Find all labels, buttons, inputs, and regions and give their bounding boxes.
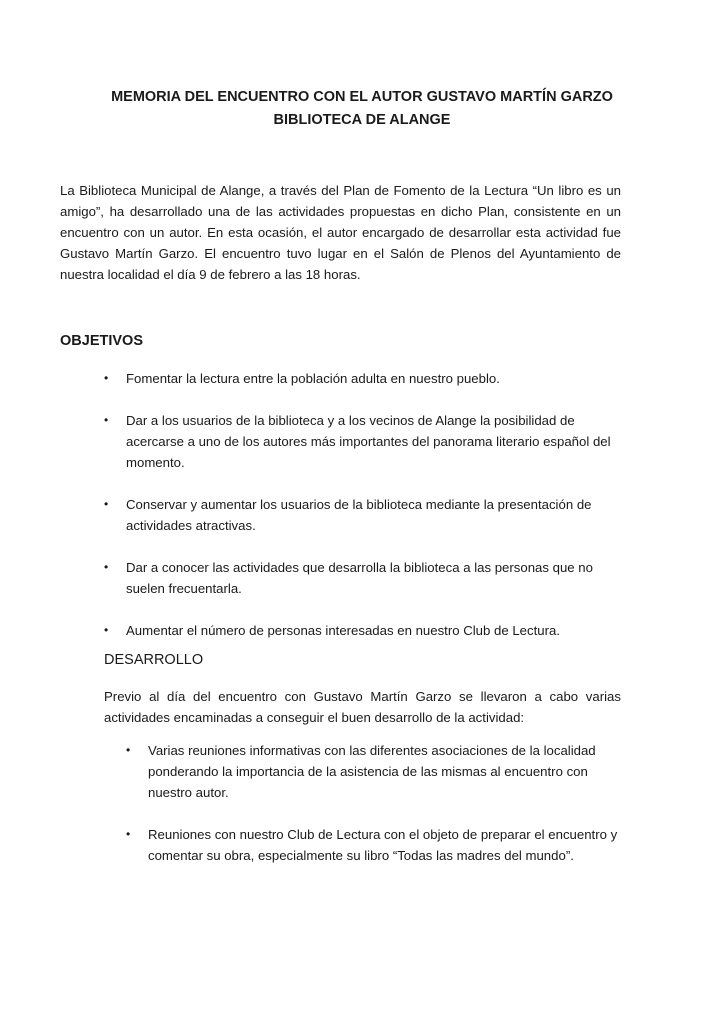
list-item	[126, 824, 621, 866]
list-item-text: Aumentar el número de personas interesadas en nuestro Club de Lectura.	[126, 623, 560, 638]
list-item	[104, 557, 621, 599]
list-item	[104, 494, 621, 536]
bullet-icon: •	[104, 497, 109, 511]
list-item-text: Reuniones con nuestro Club de Lectura con el objeto de preparar el encuentro y comentar su obra, especialmente su libro “Todas las madres del mundo”.	[148, 827, 618, 863]
list-item-text: Varias reuniones informativas con las diferentes asociaciones de la localidad ponderando la importancia de la asistencia de las mismas al encuentro con nuestro autor.	[148, 743, 596, 800]
list-item	[104, 368, 621, 389]
title-line-1: MEMORIA DEL ENCUENTRO CON EL AUTOR GUSTAVO MARTÍN GARZO	[111, 89, 613, 105]
objetivos-heading: OBJETIVOS	[60, 333, 143, 349]
bullet-icon: •	[104, 560, 109, 574]
title-line-2: BIBLIOTECA DE ALANGE	[273, 112, 451, 128]
desarrollo-list	[126, 740, 621, 887]
bullet-icon: •	[104, 413, 109, 427]
bullet-icon: •	[126, 827, 131, 841]
list-item	[104, 410, 621, 473]
document-title	[60, 86, 664, 132]
intro-paragraph: La Biblioteca Municipal de Alange, a través del Plan de Fomento de la Lectura “Un libro es un amigo”, ha desarrollado una de las actividades propuestas en dicho Plan, consistente en un encuentro con un autor. En esta ocasión, el autor encargado de desarrollar esta actividad fue Gustavo Martín Garzo. El encuentro tuvo lugar en el Salón de Plenos del Ayuntamiento de nuestra localidad el día 9 de febrero a las 18 horas.	[60, 183, 621, 282]
list-item-text: Fomentar la lectura entre la población adulta en nuestro pueblo.	[126, 371, 500, 386]
list-item-text: Dar a los usuarios de la biblioteca y a los vecinos de Alange la posibilidad de acercarse a uno de los autores más importantes del panorama literario español del momento.	[126, 413, 611, 470]
bullet-icon: •	[104, 623, 109, 637]
bullet-icon: •	[126, 743, 131, 757]
list-item-text: Dar a conocer las actividades que desarrolla la biblioteca a las personas que no suelen frecuentarla.	[126, 560, 593, 596]
list-item-text: Conservar y aumentar los usuarios de la biblioteca mediante la presentación de actividades atractivas.	[126, 497, 592, 533]
objetivos-list	[104, 368, 621, 662]
list-item	[104, 620, 621, 641]
desarrollo-heading: DESARROLLO	[104, 652, 204, 668]
bullet-icon: •	[104, 371, 109, 385]
list-item	[126, 740, 621, 803]
desarrollo-paragraph: Previo al día del encuentro con Gustavo Martín Garzo se llevaron a cabo varias actividades encaminadas a conseguir el buen desarrollo de la actividad:	[104, 689, 621, 725]
